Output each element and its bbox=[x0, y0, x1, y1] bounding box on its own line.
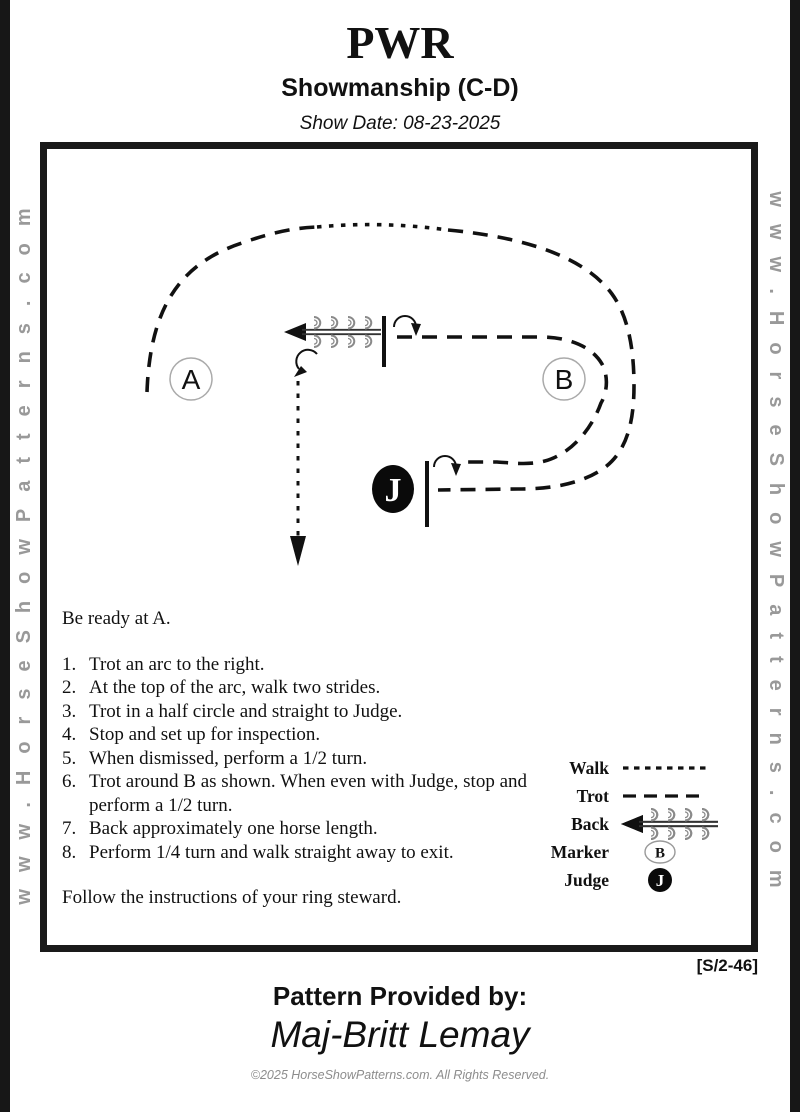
walk-top-path bbox=[317, 225, 448, 230]
marker-legend-icon bbox=[643, 840, 677, 864]
back-hoofprints-icon bbox=[284, 317, 381, 347]
copyright-line: ©2025 HorseShowPatterns.com. All Rights Reserved. bbox=[250, 1068, 550, 1082]
svg-text:J: J bbox=[655, 871, 665, 890]
sidebar-url-right: www.HorseShowPatterns.com bbox=[765, 191, 787, 905]
class-subtitle: Showmanship (C-D) bbox=[281, 74, 519, 102]
instruction-item: 4. Stop and set up for inspection. bbox=[62, 724, 321, 745]
svg-text:B: B bbox=[654, 845, 666, 862]
pattern-diagram bbox=[47, 149, 751, 619]
provider-name: Maj-Britt Lemay bbox=[270, 1014, 530, 1055]
follow-line: Follow the instructions of your ring steward. bbox=[62, 887, 402, 908]
judge-legend-icon bbox=[647, 867, 673, 893]
legend-row-marker: Marker B bbox=[547, 838, 737, 866]
trot-line-icon bbox=[621, 792, 709, 800]
instruction-item: 1. Trot an arc to the right. bbox=[62, 653, 265, 675]
instruction-item: 6. Trot around B as shown. When even with Judge, stop and perform a 1/2 turn. bbox=[62, 771, 528, 816]
half-turn-arrow-judge-icon bbox=[434, 456, 461, 476]
quarter-turn-arrow-icon bbox=[294, 350, 317, 377]
page-title: PWR bbox=[346, 17, 454, 68]
trot-arc-left-path bbox=[147, 227, 317, 392]
legend-row-trot: Trot bbox=[547, 782, 737, 810]
marker-a bbox=[170, 358, 212, 400]
right-edge-bar bbox=[790, 0, 800, 1112]
show-date: Show Date: 08-23-2025 bbox=[299, 113, 501, 134]
walk-line-icon bbox=[621, 764, 709, 772]
legend-row-walk: Walk bbox=[547, 754, 737, 782]
trot-arc-right-path bbox=[438, 230, 634, 490]
svg-text:J: J bbox=[384, 472, 402, 509]
instruction-item: 2. At the top of the arc, walk two strides. bbox=[62, 677, 381, 698]
trot-loop-around-b-path bbox=[397, 337, 606, 464]
legend-row-back bbox=[547, 810, 737, 838]
instruction-item: 7. Back approximately one horse length. bbox=[62, 818, 378, 839]
pattern-code: [S/2-46] bbox=[696, 956, 758, 975]
instructions bbox=[62, 607, 548, 910]
ready-line: Be ready at A. bbox=[62, 608, 171, 629]
svg-text:B: B bbox=[554, 364, 574, 395]
instruction-item: 5. When dismissed, perform a 1/2 turn. bbox=[62, 747, 368, 769]
legend-row-judge: Judge J bbox=[547, 866, 737, 894]
pattern-box bbox=[40, 142, 758, 952]
provided-by-label: Pattern Provided by: bbox=[272, 981, 528, 1011]
judge-marker bbox=[372, 465, 414, 513]
instruction-item: 3. Trot in a half circle and straight to Judge. bbox=[62, 700, 403, 722]
sidebar-url-left: www.HorseShowPatterns.com bbox=[13, 191, 35, 905]
legend bbox=[547, 754, 737, 894]
instruction-item: 8. Perform 1/4 turn and walk straight away to exit. bbox=[62, 841, 454, 863]
marker-b bbox=[543, 358, 585, 400]
svg-text:A: A bbox=[181, 364, 201, 395]
half-turn-arrow-center-icon bbox=[394, 316, 421, 336]
back-label-holder: Back bbox=[571, 813, 609, 834]
exit-arrowhead-icon bbox=[290, 536, 306, 566]
back-hoofprints-legend-icon bbox=[621, 808, 721, 840]
